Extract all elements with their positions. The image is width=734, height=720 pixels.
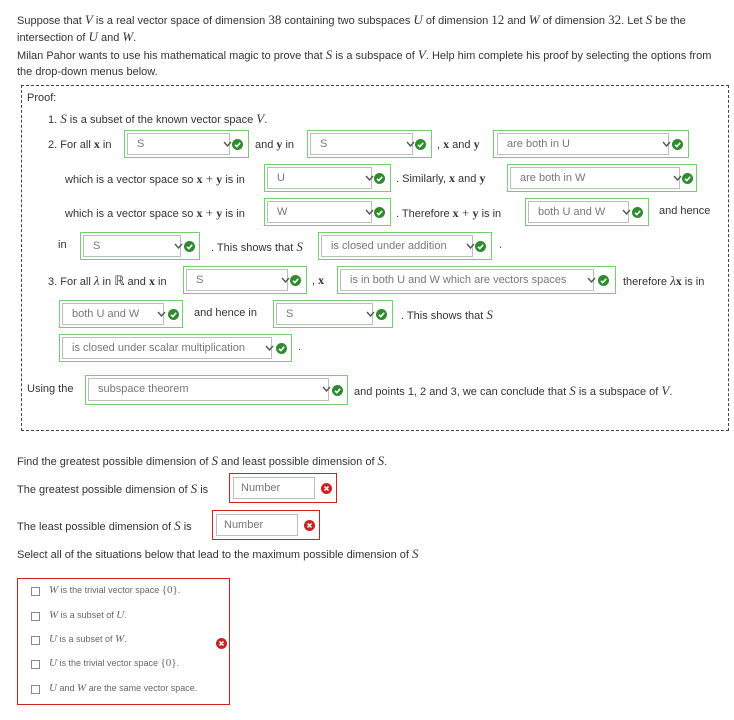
check-icon (374, 207, 385, 218)
dropdown-both-in-w[interactable]: are both in W (510, 167, 680, 189)
checkbox[interactable] (31, 587, 40, 596)
option-label: U is the trivial vector space {0}. (49, 657, 180, 669)
row2-similarly: . Similarly, x and y (396, 171, 486, 185)
dropdown-both-vector-spaces[interactable]: is in both U and W which are vectors spaces (340, 269, 594, 291)
row4-shows: . This shows that S (211, 239, 303, 254)
check-icon (672, 139, 683, 150)
check-icon (374, 173, 385, 184)
option-label: W is the trivial vector space {0}. (49, 584, 181, 596)
dropdown-closed-scalar-mult[interactable]: is closed under scalar multiplication (62, 337, 272, 359)
dropdown-subspace-theorem[interactable]: subspace theorem (88, 378, 329, 401)
check-icon (415, 139, 426, 150)
step2-x-and-y: , x and y (437, 137, 480, 151)
using-label: Using the (27, 383, 74, 395)
proof-step-1: 1. S is a subset of the known vector space V. (48, 111, 268, 126)
cross-icon (304, 520, 315, 531)
row2-text: which is a vector space so x + y is in (65, 171, 245, 186)
row4-in: in (58, 239, 67, 251)
check-icon (184, 241, 195, 252)
option-label: U is a subset of W. (49, 633, 127, 645)
dropdown-x-plus-y-in-w[interactable]: W (267, 201, 372, 223)
greatest-dimension-input[interactable] (233, 477, 315, 499)
row3-text: which is a vector space so x + y is in (65, 205, 245, 220)
row4-dot: . (499, 239, 503, 251)
check-icon (632, 207, 643, 218)
row7-dot: . (298, 341, 302, 353)
least-label: The least possible dimension of S is (17, 518, 192, 533)
check-icon (276, 343, 287, 354)
intro-line-2: intersection of U and W. (17, 29, 137, 44)
select-all-prompt: Select all of the situations below that lead to the maximum possible dimension of S (17, 546, 419, 561)
conclusion-text: and points 1, 2 and 3, we can conclude that S is a subspace of V. (354, 383, 673, 398)
dropdown-y-in[interactable]: S (310, 133, 413, 155)
option-label: U and W are the same vector space. (49, 682, 198, 694)
greatest-label: The greatest possible dimension of S is (17, 481, 209, 496)
checkbox[interactable] (31, 685, 40, 694)
row3-therefore: . Therefore x + y is in (396, 205, 502, 220)
check-icon (598, 275, 609, 286)
dropdown-x-in[interactable]: S (127, 133, 230, 155)
cross-icon (216, 638, 227, 649)
check-icon (332, 385, 343, 396)
intro-line-1: Suppose that V is a real vector space of dimension 38 containing two subspaces U of dimension 12 and W of dimension 32. Let S be the (17, 12, 686, 27)
step3-therefore: therefore λx is in (623, 273, 705, 288)
dropdown-x-plus-y-in-u[interactable]: U (267, 167, 372, 189)
step2-and-y: and y in (255, 137, 295, 151)
intro-line-3: Milan Pahor wants to use his mathematical magic to prove that S is a subspace of V. Help him complete his proof by selecting the options from (17, 47, 712, 62)
check-icon (290, 275, 301, 286)
find-dimension-prompt: Find the greatest possible dimension of S and least possible dimension of S. (17, 453, 388, 468)
least-dimension-input[interactable] (216, 514, 298, 536)
dropdown-in-s[interactable]: S (83, 235, 181, 257)
row6-shows: . This shows that S (401, 307, 493, 322)
dropdown-in-u-and-w[interactable]: both U and W (528, 201, 629, 223)
checkbox[interactable] (31, 660, 40, 669)
check-icon (168, 309, 179, 320)
intro-line-4: the drop-down menus below. (17, 66, 158, 78)
step3-lead: 3. For all λ in ℝ and x in (48, 273, 167, 288)
check-icon (376, 309, 387, 320)
option-label: W is a subset of U. (49, 609, 127, 621)
dropdown-lx-in-u-and-w[interactable]: both U and W (62, 303, 164, 325)
check-icon (232, 139, 243, 150)
step2-lead: 2. For all x in (48, 137, 112, 151)
row3-and-hence: and hence (659, 205, 711, 217)
dropdown-closed-addition[interactable]: is closed under addition (321, 235, 473, 257)
check-icon (475, 241, 486, 252)
checkbox[interactable] (31, 612, 40, 621)
step3-x: , x (312, 273, 325, 287)
dropdown-both-in-u[interactable]: are both in U (497, 133, 669, 155)
checkbox[interactable] (31, 636, 40, 645)
cross-icon (321, 483, 332, 494)
proof-title: Proof: (27, 92, 57, 104)
dropdown-x-in-s[interactable]: S (186, 269, 288, 291)
check-icon (682, 173, 693, 184)
row6-and-hence-in: and hence in (194, 307, 257, 319)
dropdown-lx-in-s[interactable]: S (276, 303, 373, 325)
